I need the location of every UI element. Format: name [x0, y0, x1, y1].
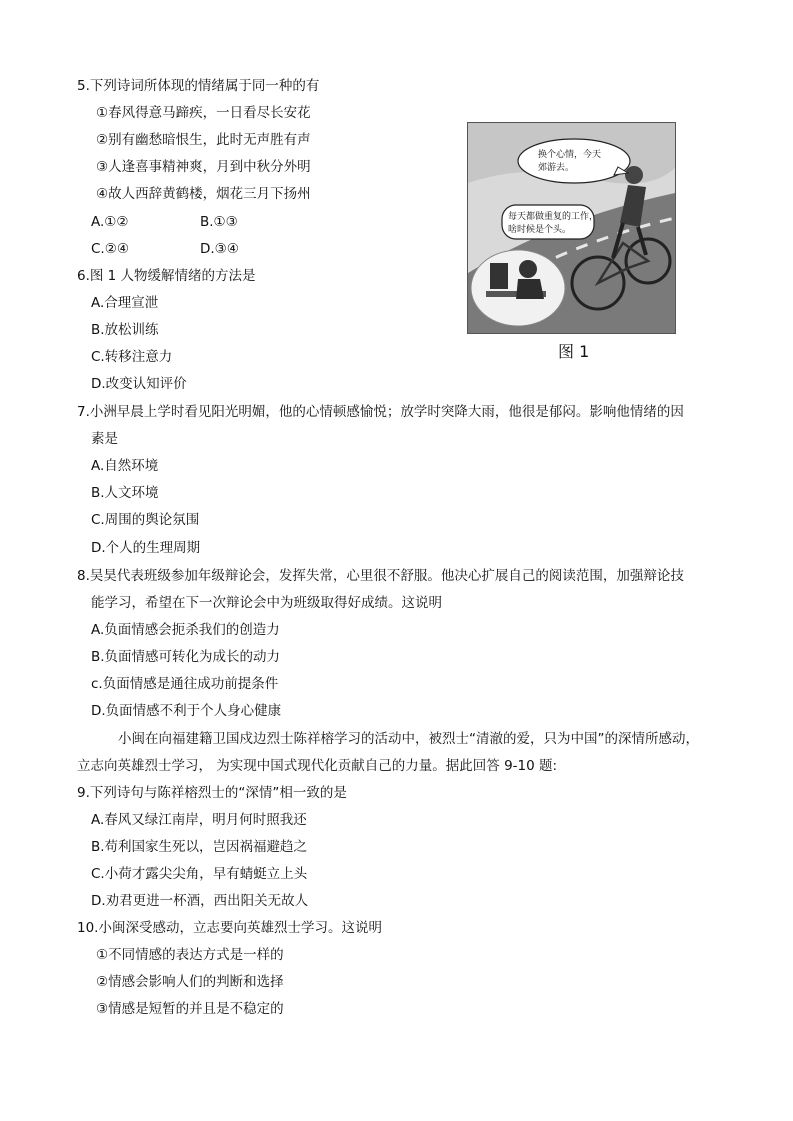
q10-item-2: ②情感会影响人们的判断和选择: [96, 974, 284, 990]
q7-option-d: D.个人的生理周期: [91, 540, 201, 556]
passage-line1: 小闽在向福建籍卫国戍边烈士陈祥榕学习的活动中，被烈士“清澈的爱，只为中国”的深情所感动，: [118, 731, 699, 747]
q5-item-3: ③人逢喜事精神爽，月到中秋分外明: [96, 159, 311, 175]
q5-stem: 5.下列诗词所体现的情绪属于同一种的有: [77, 78, 320, 94]
q7-option-c: C.周围的舆论氛围: [91, 512, 200, 528]
q9-option-d: D.劝君更进一杯酒，西出阳关无故人: [91, 893, 309, 909]
speech-bubble-cyclist: [518, 139, 630, 183]
q10-item-1: ①不同情感的表达方式是一样的: [96, 947, 284, 963]
q8-option-b: B.负面情感可转化为成长的动力: [91, 649, 281, 665]
q7-option-a: A.自然环境: [91, 458, 159, 474]
q8-option-c: c.负面情感是通往成功前提条件: [91, 676, 279, 692]
q5-item-2: ②别有幽愁暗恨生，此时无声胜有声: [96, 132, 311, 148]
q5-option-d: D.③④: [200, 241, 239, 257]
q8-option-a: A.负面情感会扼杀我们的创造力: [91, 622, 280, 638]
cartoon-illustration: [468, 123, 675, 333]
q8-stem-line2: 能学习，希望在下一次辩论会中为班级取得好成绩。这说明: [91, 595, 442, 611]
q9-option-b: B.苟利国家生死以，岂因祸福避趋之: [91, 839, 308, 855]
q5-option-a: A.①②: [91, 214, 129, 230]
q5-option-c: C.②④: [91, 241, 129, 257]
figure-1-cartoon: [467, 122, 676, 334]
bubble-worker-line2: 啥时候是个头。: [508, 225, 572, 235]
bubble-cyclist-line2: 郊游去。: [538, 163, 575, 173]
q7-option-b: B.人文环境: [91, 485, 159, 501]
worker-body: [516, 279, 544, 299]
q6-stem: 6.图 1 人物缓解情绪的方法是: [77, 268, 256, 284]
q10-stem: 10.小闽深受感动，立志要向英雄烈士学习。这说明: [77, 920, 382, 936]
q5-option-b: B.①③: [200, 214, 238, 230]
q6-option-c: C.转移注意力: [91, 349, 173, 365]
q8-option-d: D.负面情感不利于个人身心健康: [91, 703, 282, 719]
q7-stem-line2: 素是: [91, 431, 118, 447]
q7-stem-line1: 7.小洲早晨上学时看见阳光明媚，他的心情顿感愉悦；放学时突降大雨，他很是郁闷。影响他情绪的因: [77, 404, 684, 420]
worker-head: [519, 260, 537, 278]
q6-option-b: B.放松训练: [91, 322, 159, 338]
passage-line2: 立志向英雄烈士学习， 为实现中国式现代化贡献自己的力量。据此回答 9-10 题:: [77, 758, 558, 774]
computer-monitor: [490, 263, 508, 289]
q5-item-1: ①春风得意马蹄疾，一日看尽长安花: [96, 105, 311, 121]
figure-1-caption: 图 1: [558, 342, 590, 361]
q9-option-a: A.春风又绿江南岸，明月何时照我还: [91, 812, 307, 828]
bubble-cyclist-line1: 换个心情，今天: [538, 150, 602, 160]
q6-option-a: A.合理宣泄: [91, 295, 159, 311]
q9-stem: 9.下列诗句与陈祥榕烈士的“深情”相一致的是: [77, 785, 347, 801]
q8-stem-line1: 8.吴昊代表班级参加年级辩论会，发挥失常，心里很不舒服。他决心扩展自己的阅读范围，加强辩论技: [77, 568, 684, 584]
bubble-worker-line1: 每天都做重复的工作，: [508, 212, 599, 222]
q9-option-c: C.小荷才露尖尖角，早有蜻蜓立上头: [91, 866, 308, 882]
q5-item-4: ④故人西辞黄鹤楼，烟花三月下扬州: [96, 186, 311, 202]
cyclist-head: [625, 166, 643, 184]
q10-item-3: ③情感是短暂的并且是不稳定的: [96, 1001, 284, 1017]
q6-option-d: D.改变认知评价: [91, 376, 187, 392]
